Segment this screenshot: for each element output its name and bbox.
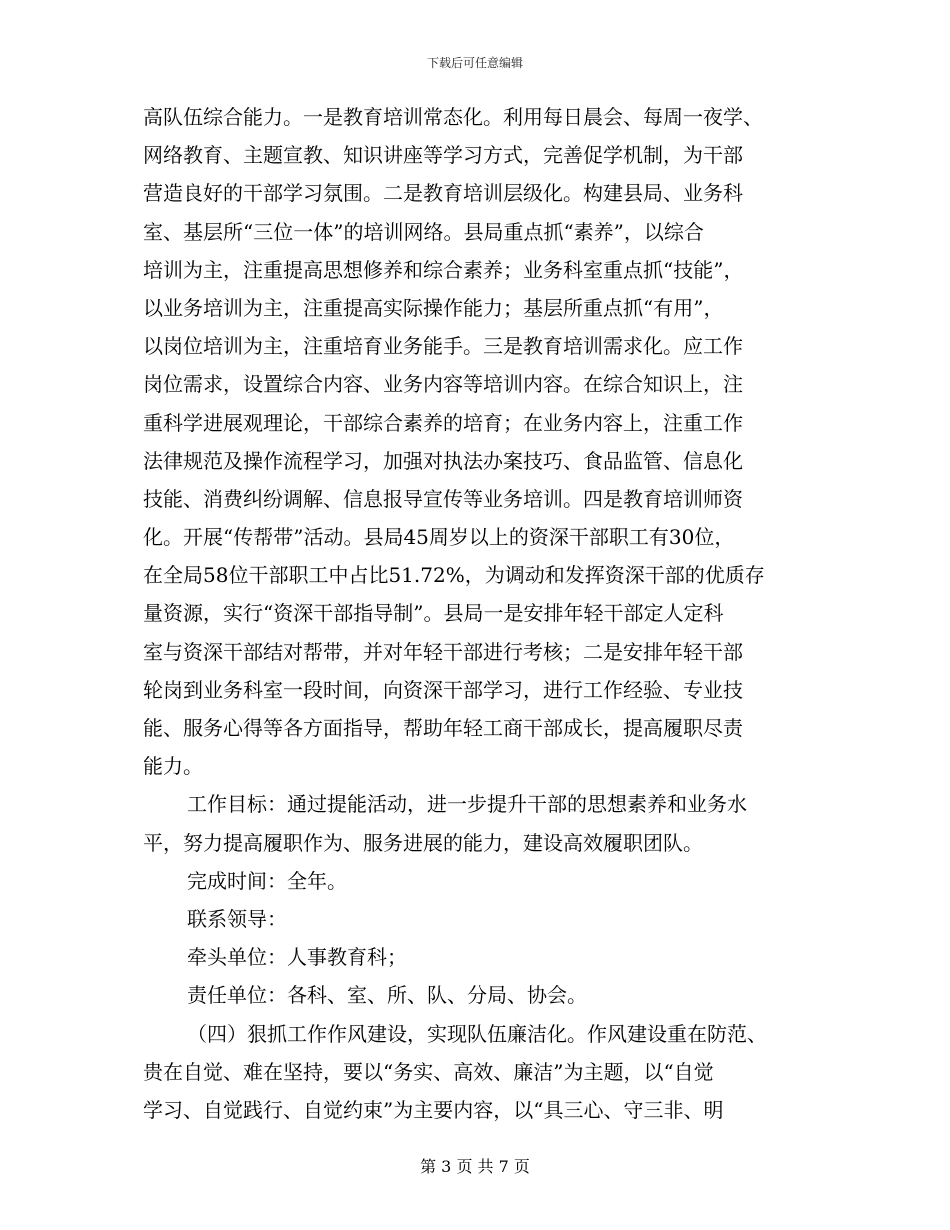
text-line: 完成时间：全年。 [187,868,347,893]
text-line: 室与资深干部结对帮带，并对年轻干部进行考核；二是安排年轻干部 [143,639,743,664]
text-line: 重科学进展观理论，干部综合素养的培育；在业务内容上，注重工作 [143,410,743,435]
text-line: 责任单位：各科、室、所、队、分局、协会。 [187,983,587,1008]
text-line: 牵头单位：人事教育科； [187,945,407,970]
text-line: 学习、自觉践行、自觉约束”为主要内容，以“具三心、守三非、明 [143,1097,724,1122]
header-note: 下载后可任意编辑 [426,56,523,70]
text-line: 在全局58位干部职工中占比51.72%，为调动和发挥资深干部的优质存 [143,563,765,588]
text-line: 岗位需求，设置综合内容、业务内容等培训内容。在综合知识上，注 [143,372,743,397]
text-line: （四）狠抓工作作风建设，实现队伍廉洁化。作风建设重在防范、 [187,1021,767,1046]
text-line: 技能、消费纠纷调解、信息报导宣传等业务培训。四是教育培训师资 [143,486,743,511]
text-line: 以业务培训为主，注重提高实际操作能力；基层所重点抓“有用”， [143,295,724,320]
text-line: 轮岗到业务科室一段时间，向资深干部学习，进行工作经验、专业技 [143,677,743,702]
text-line: 平，努力提高履职作为、服务进展的能力，建设高效履职团队。 [143,830,703,855]
text-line: 能、服务心得等各方面指导，帮助年轻工商干部成长，提高履职尽责 [143,716,743,740]
text-line: 高队伍综合能力。一是教育培训常态化。利用每日晨会、每周一夜学、 [143,105,763,129]
text-line: 法律规范及操作流程学习，加强对执法办案技巧、食品监管、信息化 [143,448,743,473]
text-line: 工作目标：通过提能活动，进一步提升干部的思想素养和业务水 [187,792,747,817]
text-line: 以岗位培训为主，注重培育业务能手。三是教育培训需求化。应工作 [143,334,743,359]
text-line: 联系领导： [187,906,287,931]
page-number: 第 3 页 共 7 页 [420,1157,530,1176]
text-line: 室、基层所“三位一体”的培训网络。县局重点抓“素养”，以综合 [143,219,704,244]
text-line: 培训为主，注重提高思想修养和综合素养；业务科室重点抓“技能”， [143,257,744,282]
text-line: 网络教育、主题宣教、知识讲座等学习方式，完善促学机制，为干部 [143,143,743,168]
text-line: 能力。 [143,754,203,779]
text-line: 营造良好的干部学习氛围。二是教育培训层级化。构建县局、业务科 [143,181,743,206]
text-line: 贵在自觉、难在坚持，要以“务实、高效、廉洁”为主题，以“自觉 [143,1059,714,1084]
body-text [143,98,810,1129]
text-line: 量资源，实行“资深干部指导制”。县局一是安排年轻干部定人定科 [143,601,724,626]
text-line: 化。开展“传帮带”活动。县局45周岁以上的资深干部职工有30位， [143,525,735,550]
